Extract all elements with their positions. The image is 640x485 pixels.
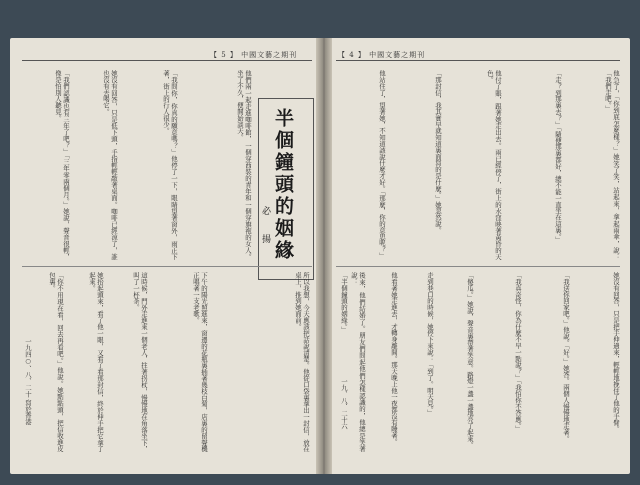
left-lower-col-1: 所以我想，今天應該把話說清楚。他從口袋裏拿出一封信，放在桌上，推到她面前。	[293, 272, 310, 452]
right-lower-col-4: 「傻瓜。」她說，聲音裏帶著笑意。路燈一盞一盞地亮了起來。	[466, 272, 474, 448]
left-lower-col-2: 下午的陽光照進來，窗邊的花瓶裏插著幾枝白菊，店裏的留聲機正唱著一支老歌。	[191, 272, 208, 452]
story-title: 半個鐘頭的姻緣	[272, 108, 294, 262]
left-middle-rule	[22, 266, 312, 267]
left-page-header: 【 5 】 中國文藝之期刊	[210, 51, 298, 59]
right-page-header: 【 4 】 中國文藝之期刊	[338, 51, 426, 59]
left-page	[10, 38, 322, 474]
right-upper-col-2: 「走？到那裏去？」「隨便那裏都好，總不能一直坐在這裏。」	[554, 70, 562, 243]
left-lower-col-4: 她抬起頭來，看了他一眼，又看了看那封信，終於伸手把它拿了起來。	[87, 272, 104, 452]
right-middle-rule	[336, 266, 620, 267]
left-lower-col-5: 「你不用現在看，回去再看吧。」他說。她點點頭，把信收進皮包裏。	[47, 272, 64, 452]
right-upper-col-3: 他付了賬，跟著她走出去。雨已經停了，街上的水窪映著黃昏的天色。	[485, 70, 502, 260]
right-upper-col-1: 他急了，「你到底怎麼樣？」她笑了笑，站起來，拿起雨傘，說：「我們走吧。」	[603, 70, 620, 260]
right-lower-col-2: 「我送你回家吧。」他說。「好。」她答。兩個人慢慢地走著。	[562, 272, 570, 442]
right-lower-col-5: 走到巷口的時候，她停下來說：「到了。明天見。」	[426, 272, 434, 416]
left-date-line: 一九四○、八、二十 寫於香港	[24, 338, 32, 425]
magazine-spread	[10, 38, 630, 474]
right-header-rule	[336, 60, 620, 61]
right-lower-col-3: 「我真奇怪，你為什麼不早一點說？」「我怕你不答應。」	[514, 272, 522, 432]
right-date-line: 一九、八、二十六	[340, 378, 348, 430]
right-lower-col-7: 後來，他們結婚了。朋友們問起他們怎樣認識的，他總是笑著說：	[350, 272, 366, 452]
left-upper-col-1: 他們兩一起走進咖啡館，一個穿西裝的青年和一個穿旗袍的女人。坐了不久，便開始談天。	[235, 70, 252, 260]
story-author: 必 揚	[260, 206, 270, 251]
right-page	[326, 38, 630, 474]
book-gutter	[316, 38, 332, 474]
left-upper-col-2: 「我問你，你真的願意嗎？」他停了一下，眼睛望著窗外，雨正下著，街上的行人很少。	[161, 70, 178, 260]
right-lower-col-6: 他看著她走進去，才轉身離開。那天晚上他一夜都沒有睡著。	[390, 272, 398, 445]
right-upper-col-5: 他站住了，望著她，不知道該說什麼才好。「那麼，你的意思呢？」	[378, 70, 386, 259]
left-header-rule	[22, 60, 312, 61]
right-lower-col-1: 她沒有回答，只是把手伸過來，輕輕地挽住了他的手臂。	[612, 272, 620, 432]
left-lower-col-3: 這時候，門外走進來一個老人，拄著拐杖，慢慢地在角落坐下，叫了一杯茶。	[131, 272, 148, 452]
left-upper-col-4: 「我們認識也有三年了吧？」「三年零兩個月。」她說，聲音很輕，像是怕別人聽見。	[53, 70, 70, 260]
right-upper-col-4: 「那封信，我其實早就知道裏面寫的是什麼。」她忽然說。	[434, 70, 442, 234]
right-lower-col-8: 「半個鐘頭的姻緣。」	[340, 272, 348, 333]
left-upper-col-3: 她沒有回答，只是低下頭，手指輕輕敲著桌面。咖啡已經涼了，誰也沒有去喝它。	[101, 70, 118, 260]
